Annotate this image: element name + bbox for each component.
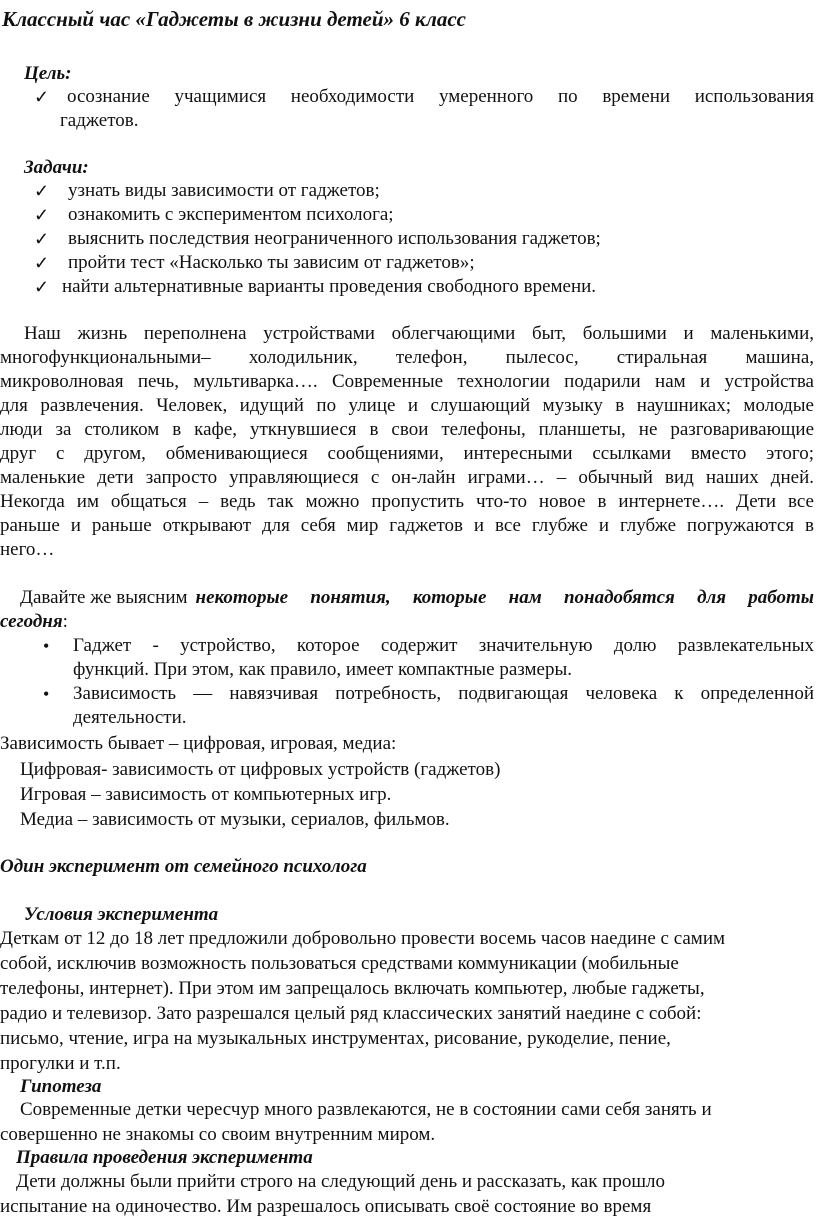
rules-line: испытание на одиночество. Им разрешалось описывать своё состояние во время bbox=[0, 1196, 652, 1217]
rules-heading: Правила проведения эксперимента bbox=[16, 1147, 313, 1168]
concepts-emphasis: сегодня bbox=[0, 611, 63, 632]
concepts-emphasis: некоторые понятия, которые нам понадобятся для работы bbox=[195, 587, 814, 608]
concepts-lead-line bbox=[0, 611, 68, 633]
bullet-icon: • bbox=[43, 636, 50, 656]
rules-line: Дети должны были прийти строго на следующий день и рассказать, как прошло bbox=[16, 1171, 666, 1192]
intro-line: раньше и раньше открывают для себя мир гаджетов и все глубже и глубже погружаются в bbox=[0, 515, 814, 536]
dependency-intro: Зависимость бывает – цифровая, игровая, медиа: bbox=[0, 733, 397, 754]
check-mark-icon: ✓ bbox=[34, 277, 50, 297]
task-item: ознакомить с экспериментом психолога; bbox=[68, 204, 394, 225]
task-item: пройти тест «Насколько ты зависим от гаджетов»; bbox=[68, 252, 475, 273]
concept-item-line: Гаджет - устройство, которое содержит значительную долю развлекательных bbox=[73, 635, 814, 656]
goal-text-line: осознание учащимися необходимости умеренного по времени использования bbox=[67, 86, 814, 107]
conditions-line: письмо, чтение, игра на музыкальных инструментах, рисование, рукоделие, пение, bbox=[0, 1028, 671, 1049]
concepts-lead-line bbox=[20, 587, 814, 609]
hypothesis-line: Современные детки чересчур много развлекаются, не в состоянии сами себя занять и bbox=[20, 1099, 712, 1120]
conditions-line: радио и телевизор. Зато разрешался целый ряд классических занятий наедине с собой: bbox=[0, 1003, 702, 1024]
intro-line: маленькие дети запросто управляющиеся с он-лайн играми… – обычный вид наших дней. bbox=[0, 467, 814, 488]
intro-line: люди за столиком в кафе, уткнувшиеся в свои телефоны, планшеты, не разговаривающие bbox=[0, 419, 814, 440]
dependency-type: Игровая – зависимость от компьютерных игр. bbox=[20, 784, 392, 805]
conditions-heading: Условия эксперимента bbox=[24, 904, 219, 925]
hypothesis-heading: Гипотеза bbox=[20, 1076, 102, 1097]
hypothesis-line: совершенно не знакомы со своим внутренним миром. bbox=[0, 1124, 436, 1145]
goal-heading: Цель: bbox=[24, 63, 72, 84]
task-item: узнать виды зависимости от гаджетов; bbox=[68, 180, 380, 201]
intro-line: многофункциональными– холодильник, телефон, пылесос, стиральная машина, bbox=[0, 347, 814, 368]
experiment-heading: Один эксперимент от семейного психолога bbox=[0, 856, 367, 877]
conditions-line: телефоны, интернет). При этом им запрещалось включать компьютер, любые гаджеты, bbox=[0, 978, 705, 999]
dependency-type: Цифровая- зависимость от цифровых устройств (гаджетов) bbox=[20, 759, 501, 780]
tasks-heading: Задачи: bbox=[24, 157, 89, 178]
goal-text-line: гаджетов. bbox=[60, 110, 139, 131]
intro-line: микроволновая печь, мультиварка…. Современные технологии подарили нам и устройства bbox=[0, 371, 814, 392]
intro-line: него… bbox=[0, 539, 55, 560]
concept-item-line: функций. При этом, как правило, имеет компактные размеры. bbox=[73, 659, 573, 680]
check-mark-icon: ✓ bbox=[34, 181, 50, 201]
concept-item-line: деятельности. bbox=[73, 707, 187, 728]
intro-line: Некогда им общаться – ведь так можно пропустить что-то новое в интернете…. Дети все bbox=[0, 491, 814, 512]
check-mark-icon: ✓ bbox=[34, 205, 50, 225]
check-mark-icon: ✓ bbox=[34, 229, 50, 249]
concepts-colon: : bbox=[62, 611, 68, 632]
conditions-line: прогулки и т.п. bbox=[0, 1053, 121, 1074]
dependency-type: Медиа – зависимость от музыки, сериалов, фильмов. bbox=[20, 809, 450, 830]
bullet-icon: • bbox=[43, 684, 50, 704]
intro-line: друг с другом, обменивающиеся сообщениями, интересными ссылками вместо этого; bbox=[0, 443, 814, 464]
intro-line: для развлечения. Человек, идущий по улице и слушающий музыку в наушниках; молодые bbox=[0, 395, 814, 416]
concepts-lead: Давайте же выясним bbox=[20, 587, 188, 608]
intro-line: Наш жизнь переполнена устройствами облегчающими быт, большими и маленькими, bbox=[24, 323, 814, 344]
conditions-line: Деткам от 12 до 18 лет предложили добровольно провести восемь часов наедине с самим bbox=[0, 928, 726, 949]
task-item: найти альтернативные варианты проведения свободного времени. bbox=[62, 276, 597, 297]
conditions-line: собой, исключив возможность пользоваться средствами коммуникации (мобильные bbox=[0, 953, 679, 974]
document-title: Классный час «Гаджеты в жизни детей» 6 класс bbox=[2, 7, 466, 31]
concept-item-line: Зависимость — навязчивая потребность, подвигающая человека к определенной bbox=[73, 683, 814, 704]
check-mark-icon: ✓ bbox=[34, 87, 50, 107]
check-mark-icon: ✓ bbox=[34, 253, 50, 273]
task-item: выяснить последствия неограниченного использования гаджетов; bbox=[68, 228, 601, 249]
